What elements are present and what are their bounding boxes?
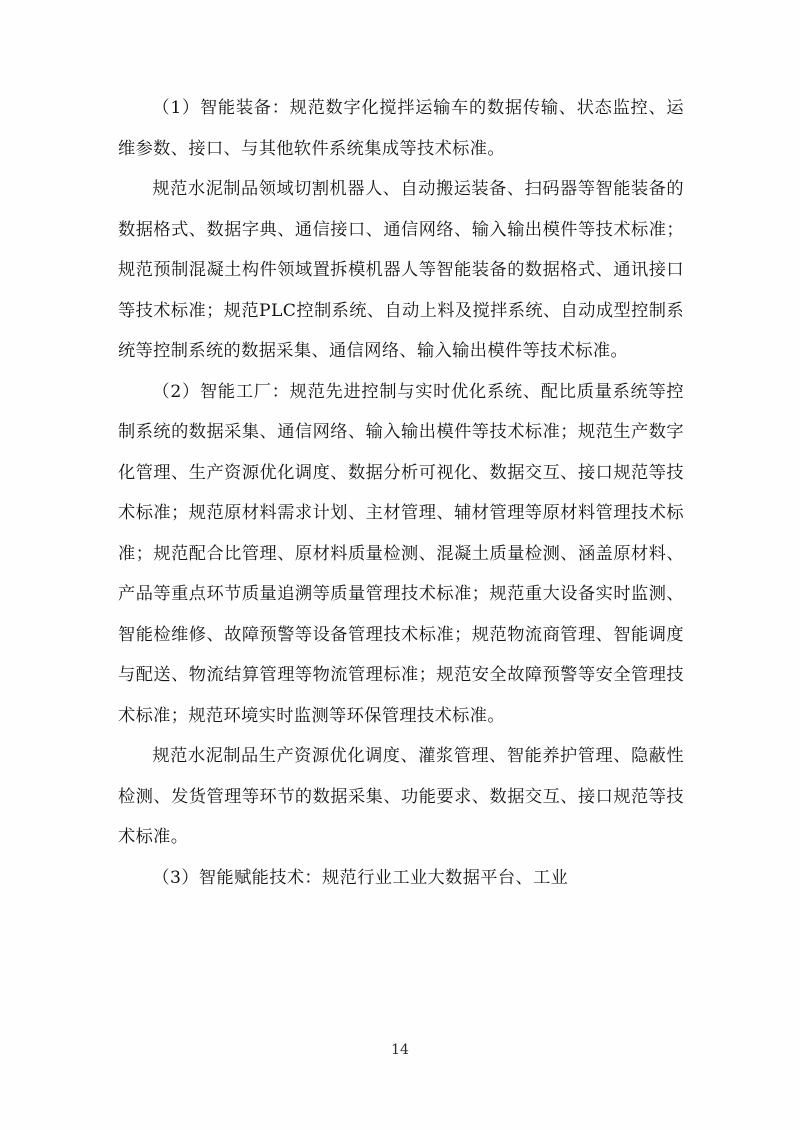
paragraph-enabling-technology: （3）智能赋能技术：规范行业工业大数据平台、工业 <box>152 867 569 888</box>
page-body <box>118 88 684 898</box>
paragraph-cement-products-production: 规范水泥制品生产资源优化调度、灌浆管理、智能养护管理、隐蔽性检测、发货管理等环节的数据采集、功能要求、数据交互、接口规范等技术标准。 <box>118 746 684 847</box>
paragraph-intelligent-equipment-intro: （1）智能装备：规范数字化搅拌运输车的数据传输、状态监控、运维参数、接口、与其他软件系统集成等技术标准。 <box>118 98 684 159</box>
page-number: 14 <box>391 1042 409 1058</box>
paragraph-cement-products-equipment: 规范水泥制品领域切割机器人、自动搬运装备、扫码器等智能装备的数据格式、数据字典、通信接口、通信网络、输入输出模件等技术标准；规范预制混凝土构件领域置拆模机器人等智能装备的数据格式、通讯接口等技术标准；规范PLC控制系统、自动上料及搅拌系统、自动成型控制系统等控制系统的数据采集、通信网络、输入输出模件等技术标准。 <box>118 179 684 361</box>
paragraph-smart-factory: （2）智能工厂：规范先进控制与实时优化系统、配比质量系统等控制系统的数据采集、通信网络、输入输出模件等技术标准；规范生产数字化管理、生产资源优化调度、数据分析可视化、数据交互、接口规范等技术标准；规范原材料需求计划、主材管理、辅材管理等原材料管理技术标准；规范配合比管理、原材料质量检测、混凝土质量检测、涵盖原材料、产品等重点环节质量追溯等质量管理技术标准；规范重大设备实时监测、智能检维修、故障预警等设备管理技术标准；规范物流商管理、智能调度与配送、物流结算管理等物流管理标准；规范安全故障预警等安全管理技术标准；规范环境实时监测等环保管理技术标准。 <box>118 381 684 726</box>
